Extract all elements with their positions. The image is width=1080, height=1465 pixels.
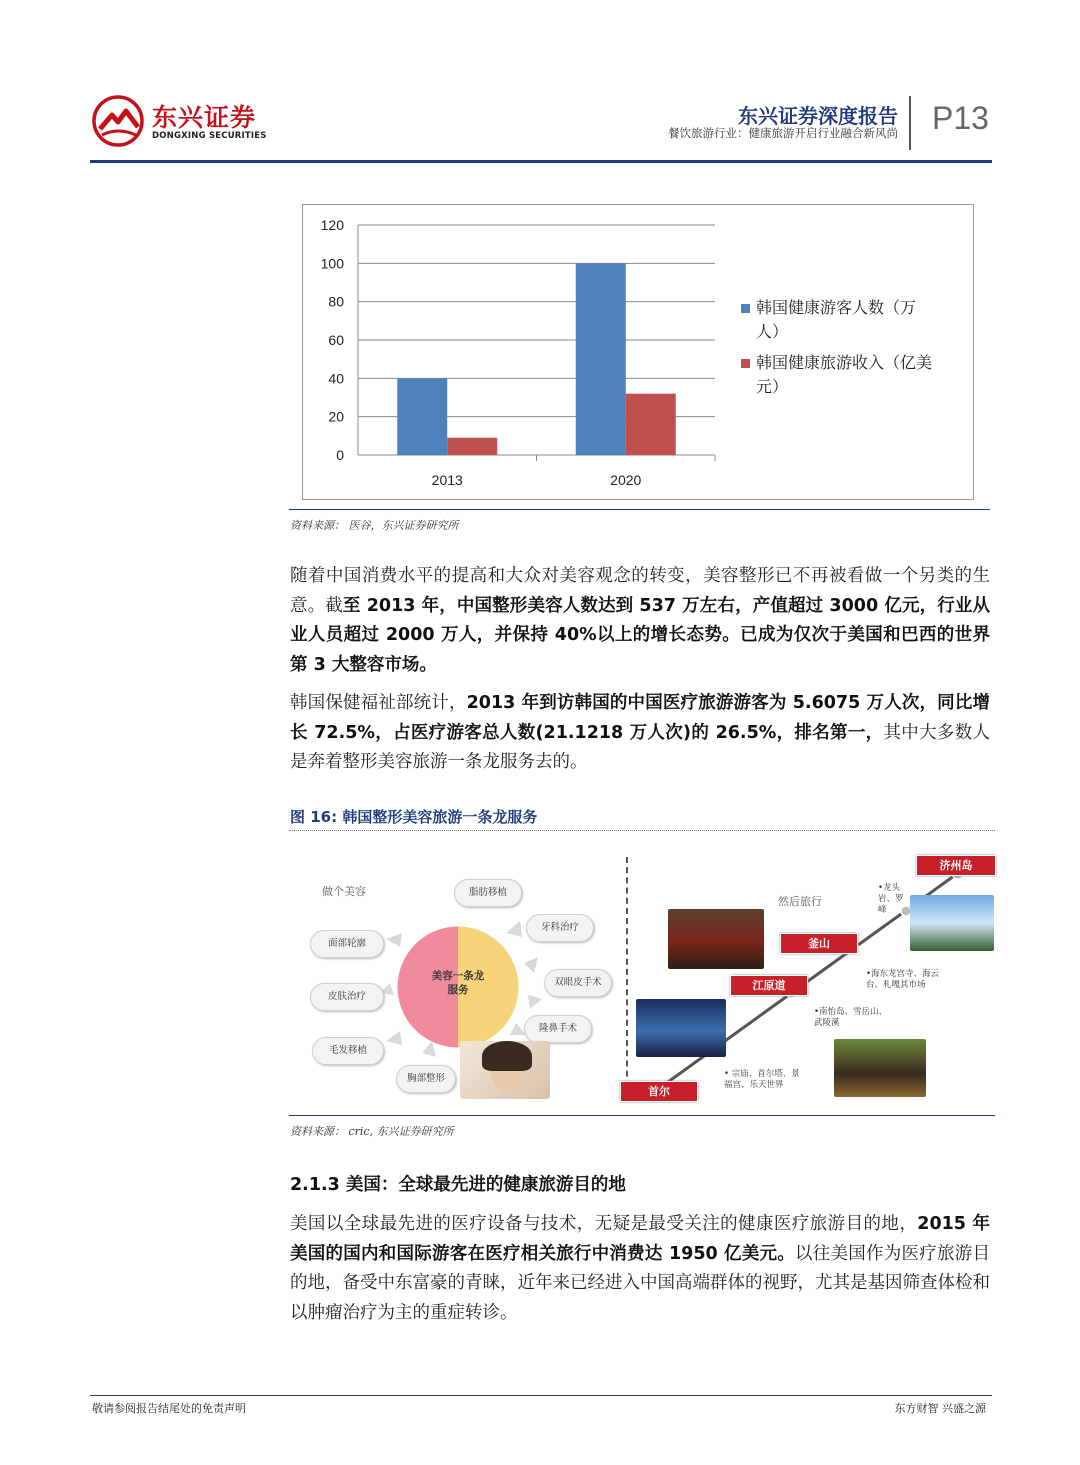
x-tick-label: 2020 — [610, 472, 642, 488]
bar-2013-series-1 — [447, 438, 497, 455]
jeju-coast-photo — [910, 895, 994, 951]
jeju-note-line-2: 岩、罗 — [878, 894, 904, 904]
report-subtitle: 餐饮旅游行业：健康旅游开启行业融合新风尚 — [668, 126, 898, 140]
jeju-note — [878, 883, 904, 916]
route-graphic — [630, 845, 996, 1110]
figure-top-rule — [289, 830, 995, 832]
item-facial-contour: 面部轮廓 — [310, 930, 384, 958]
section-heading: 2.1.3 美国：全球最先进的健康旅游目的地 — [290, 1175, 626, 1195]
y-tick-label: 20 — [328, 408, 344, 425]
bar-chart — [303, 205, 973, 499]
item-fat-graft: 脂肪移植 — [454, 879, 522, 907]
chart-frame — [302, 204, 974, 500]
item-dental: 牙科治疗 — [526, 914, 594, 942]
stop-gangwon: 江原道 — [730, 975, 808, 996]
header-rule — [90, 160, 992, 163]
seoul-night-photo — [636, 999, 726, 1057]
chart-source: 资料来源： 医谷，东兴证券研究所 — [290, 519, 459, 532]
paragraph-3-bold: 2015 年美国的国内和国际游客在医疗相关旅行中消费达 1950 亿美元。 — [290, 1214, 990, 1264]
seoul-note — [724, 1069, 800, 1091]
y-tick-label: 80 — [328, 293, 344, 310]
y-tick-label: 40 — [328, 370, 344, 387]
paragraph-1-bold: 至 2013 年，中国整形美容人数达到 537 万左右，产值超过 3000 亿元，行业从业人员超过 2000 万人，并保持 40%以上的增长态势。已成为仅次于美国和巴西的世界第 3 大整容市场。 — [290, 595, 990, 675]
jeju-note-line-1: •龙头 — [878, 883, 901, 893]
item-rhinoplasty: 隆鼻手术 — [524, 1015, 592, 1043]
busan-note-line-2: 台、札嘎其市场 — [866, 980, 926, 990]
seoul-note-line-2: 福宫、乐天世界 — [724, 1080, 784, 1090]
stop-busan: 釜山 — [780, 933, 858, 954]
footer-rule — [90, 1395, 992, 1396]
paragraph-1-text: 随着中国消费水平的提高和大众对美容观念的转变，美容整形已不再被看做一个另类的生意。截 — [290, 566, 990, 616]
gangwon-note-line-2: 武陵溪 — [814, 1018, 840, 1028]
dongxing-logo-icon — [92, 95, 144, 147]
jeju-note-line-3: 峰 — [878, 905, 887, 915]
legend-label-0: 韩国健康游客人数（万 — [756, 298, 917, 317]
folk-village-photo — [834, 1039, 926, 1097]
bar-2020-series-0 — [576, 263, 626, 455]
gangwon-note-line-1: •南怡岛、雪岳山、 — [814, 1007, 888, 1017]
circle-center-line-2: 服务 — [447, 984, 469, 996]
paragraph-1 — [290, 562, 990, 680]
paragraph-2-text-b: 其中大多数人是奔着整形美容旅游一条龙服务去的。 — [290, 722, 991, 772]
paragraph-2-bold: 2013 年到访韩国的中国医疗旅游游客为 5.6075 万人次，同比增长 72.5%，占医疗游客总人数(21.1218 万人次)的 26.5%，排名第一， — [290, 693, 991, 743]
legend-swatch-1 — [741, 359, 750, 368]
circle-center-line-1: 美容一条龙 — [431, 970, 485, 982]
bar-2013-series-0 — [397, 378, 447, 455]
paragraph-3 — [290, 1210, 990, 1328]
seoul-note-line-1: • 宗庙、首尔塔、景 — [724, 1069, 800, 1079]
figure-16 — [290, 845, 996, 1110]
x-tick-label: 2013 — [431, 472, 463, 488]
legend-swatch-0 — [741, 304, 750, 313]
stop-seoul: 首尔 — [620, 1081, 698, 1102]
logo-english-name: DONGXING SECURITIES — [152, 131, 267, 141]
y-tick-label: 120 — [320, 217, 344, 233]
y-tick-label: 0 — [336, 447, 344, 463]
gangwon-note — [814, 1007, 887, 1029]
busan-note — [866, 969, 939, 991]
stop-jeju: 济州岛 — [916, 855, 996, 876]
page-number: P13 — [932, 100, 989, 136]
paragraph-3-text-a: 美国以全球最先进的医疗设备与技术，无疑是最受关注的健康医疗旅游目的地， — [290, 1214, 918, 1234]
paragraph-3-text-b: 以往美国作为医疗旅游目的地，备受中东富豪的青睐，近年来已经进入中国高端群体的视野，尤其是基因筛查体检和以肿瘤治疗为主的重症转诊。 — [290, 1243, 991, 1323]
bar-2020-series-1 — [626, 394, 676, 455]
item-hair: 毛发移植 — [312, 1037, 384, 1065]
footer-slogan: 东方财智 兴盛之源 — [894, 1402, 986, 1415]
item-breast: 胸部整形 — [396, 1065, 456, 1093]
paragraph-2 — [290, 689, 990, 778]
temple-photo — [668, 909, 764, 969]
busan-note-line-1: •海东龙宫寺、海云 — [866, 969, 940, 979]
right-label: 然后旅行 — [778, 895, 822, 908]
figure-bottom-rule — [289, 1115, 995, 1116]
item-double-eyelid: 双眼皮手术 — [544, 969, 612, 997]
legend-label-1: 韩国健康旅游收入（亿美 — [756, 353, 933, 372]
header-divider — [909, 96, 911, 150]
figure-divider — [626, 857, 628, 1097]
figure-16-title: 图 16: 韩国整形美容旅游一条龙服务 — [290, 808, 538, 826]
paragraph-2-text-a: 韩国保健福祉部统计， — [290, 693, 467, 713]
legend-label-0: 人） — [756, 322, 789, 341]
left-label: 做个美容 — [322, 885, 366, 898]
chart-bottom-rule — [289, 509, 990, 510]
legend-label-1: 元） — [756, 377, 789, 396]
footer-disclaimer: 敬请参阅报告结尾处的免责声明 — [92, 1402, 246, 1415]
portrait-photo — [460, 1041, 550, 1099]
y-tick-label: 60 — [328, 332, 344, 348]
item-skin: 皮肤治疗 — [310, 983, 384, 1011]
circle-center-label — [420, 969, 496, 997]
logo-chinese-name: 东兴证券 — [152, 103, 257, 132]
report-title: 东兴证券深度报告 — [738, 104, 898, 128]
figure-source: 资料来源： cric, 东兴证券研究所 — [290, 1125, 454, 1138]
y-tick-label: 100 — [320, 255, 344, 272]
